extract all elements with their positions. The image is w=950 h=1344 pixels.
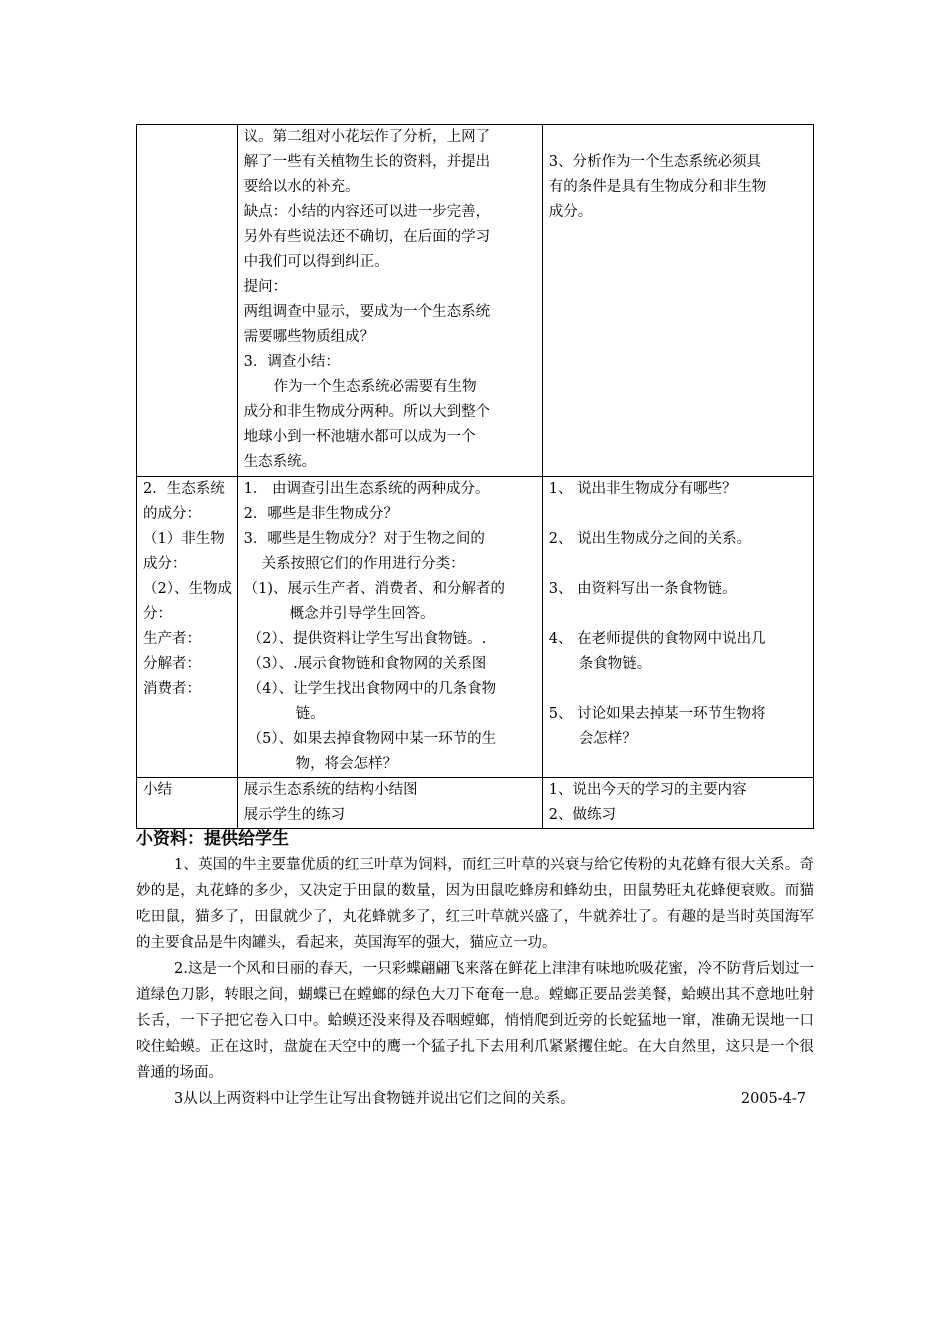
text-line: （4）、让学生找出食物网中的几条食物 — [247, 681, 497, 697]
row3-student-activity-cell — [542, 778, 813, 829]
resource-paragraph-2: 2.这是一个风和日丽的春天，一只彩蝶翩翩飞来落在鲜花上津津有味地吮吸花蜜，冷不防背后划过一道绿色刀影，转眼之间，蝴蝶已在螳螂的绿色大刀下奄奄一息。螳螂正要品尝美餐，蛤蟆出其不意地吐射长舌，一下子把它卷入口中。蛤蟆还没来得及吞咽螳螂，悄悄爬到近旁的长蛇猛地一窜，准确无误地一口咬住蛤蟆。正在这时，盘旋在天空中的鹰一个猛子扎下去用利爪紧紧攫住蛇。在大自然里，这只是一个很普通的场面。 — [136, 961, 814, 1081]
text-line: 1、说出今天的学习的主要内容 — [548, 782, 747, 798]
text-line: 两组调查中显示，要成为一个生态系统 — [243, 304, 491, 320]
text-line: 小结 — [143, 782, 172, 798]
text-line: 缺点：小结的内容还可以进一步完善， — [243, 204, 491, 220]
text-line: 另外有些说法还不确切，在后面的学习 — [243, 229, 491, 245]
text-line: 2．生态系统 — [143, 481, 225, 497]
resources-section — [136, 826, 814, 1112]
text-line: （2）、提供资料让学生写出食物链。. — [247, 631, 487, 647]
row1-student-activity-cell — [542, 125, 813, 477]
text-line: 3、分析作为一个生态系统必须具 — [548, 154, 761, 170]
list-item: 条食物链。 — [578, 656, 652, 672]
text-line: 关系按照它们的作用进行分类： — [261, 556, 465, 572]
text-line: （5）、如果去掉食物网中某一环节的生 — [247, 731, 497, 747]
text-line: 议。第二组对小花坛作了分析，上网了 — [243, 129, 491, 145]
document-date: 2005-4-7 — [740, 1091, 806, 1107]
row2-student-activity-cell — [542, 477, 813, 778]
text-line: 地球小到一杯池塘水都可以成为一个 — [243, 429, 476, 445]
table-row — [137, 778, 814, 829]
text-line: 作为一个生态系统必需要有生物 — [273, 379, 477, 395]
text-line: 解了一些有关植物生长的资料，并提出 — [243, 154, 491, 170]
text-line: 2．哪些是非生物成分？ — [243, 506, 398, 522]
text-line: 链。 — [295, 706, 325, 722]
text-line: （1）非生物 — [143, 531, 225, 547]
list-item: 2、 说出生物成分之间的关系。 — [548, 531, 752, 547]
text-line: 提问： — [243, 279, 288, 295]
text-line: 2、做练习 — [548, 807, 616, 823]
text-line: 展示生态系统的结构小结图 — [243, 782, 418, 798]
list-item: 4、 在老师提供的食物网中说出几 — [548, 631, 766, 647]
text-line: 展示学生的练习 — [243, 807, 346, 823]
text-line: 中我们可以得到纠正。 — [243, 254, 389, 270]
row3-teacher-activity-cell — [237, 778, 542, 829]
text-line: 3．调查小结： — [243, 354, 340, 370]
resource-paragraph-3 — [136, 1086, 814, 1112]
text-line: 成分和非生物成分两种。所以大到整个 — [243, 404, 491, 420]
list-item: 会怎样？ — [578, 731, 637, 747]
text-line: 成分。 — [548, 204, 593, 220]
text-line: 有的条件是具有生物成分和非生物 — [548, 179, 767, 195]
text-line: 生态系统。 — [243, 454, 317, 470]
table-row — [137, 477, 814, 778]
text-line: 概念并引导学生回答。 — [289, 606, 435, 622]
text-line: 要给以水的补充。 — [243, 179, 360, 195]
row1-topic-cell — [137, 125, 238, 477]
text-line: （1)、展示生产者、消费者、和分解者的 — [243, 581, 506, 597]
text-line: 物，将会怎样？ — [295, 756, 398, 772]
list-item: 5、 讨论如果去掉某一环节生物将 — [548, 706, 766, 722]
instruction-text: 3从以上两资料中让学生让写出食物链并说出它们之间的关系。 — [174, 1091, 575, 1107]
list-item: 1、 说出非生物成分有哪些？ — [548, 481, 737, 497]
text-line: 需要哪些物质组成？ — [243, 329, 375, 345]
row3-topic-cell — [137, 778, 238, 829]
text-line: （3）、.展示食物链和食物网的关系图 — [247, 656, 487, 672]
resource-paragraph-1: 1、英国的牛主要靠优质的红三叶草为饲料，而红三叶草的兴衰与给它传粉的丸花蜂有很大关系。奇妙的是，丸花蜂的多少，又决定于田鼠的数量，因为田鼠吃蜂房和蜂幼虫，田鼠势旺丸花蜂便衰败。而猫吃田鼠，猫多了，田鼠就少了，丸花蜂就多了，红三叶草就兴盛了，牛就养壮了。有趣的是当时英国海军的主要食品是牛肉罐头，看起来，英国海军的强大，猫应立一功。 — [136, 857, 814, 951]
text-line: 消费者： — [143, 681, 201, 697]
text-line: （2）、生物成 — [143, 581, 232, 597]
text-line: 1． 由调查引出生态系统的两种成分。 — [243, 481, 490, 497]
text-line: 分： — [143, 606, 172, 622]
table-row — [137, 125, 814, 477]
text-line: 生产者： — [143, 631, 201, 647]
lesson-plan-table — [136, 124, 814, 829]
row1-teacher-activity-cell — [237, 125, 542, 477]
text-line: 的成分： — [143, 506, 201, 522]
row2-topic-cell — [137, 477, 238, 778]
text-line: 成分： — [143, 556, 187, 572]
list-item: 3、 由资料写出一条食物链。 — [548, 581, 737, 597]
section-heading: 小资料：提供给学生 — [136, 829, 289, 849]
row2-teacher-activity-cell — [237, 477, 542, 778]
text-line: 分解者： — [143, 656, 201, 672]
text-line: 3．哪些是生物成分？对于生物之间的 — [243, 531, 485, 547]
